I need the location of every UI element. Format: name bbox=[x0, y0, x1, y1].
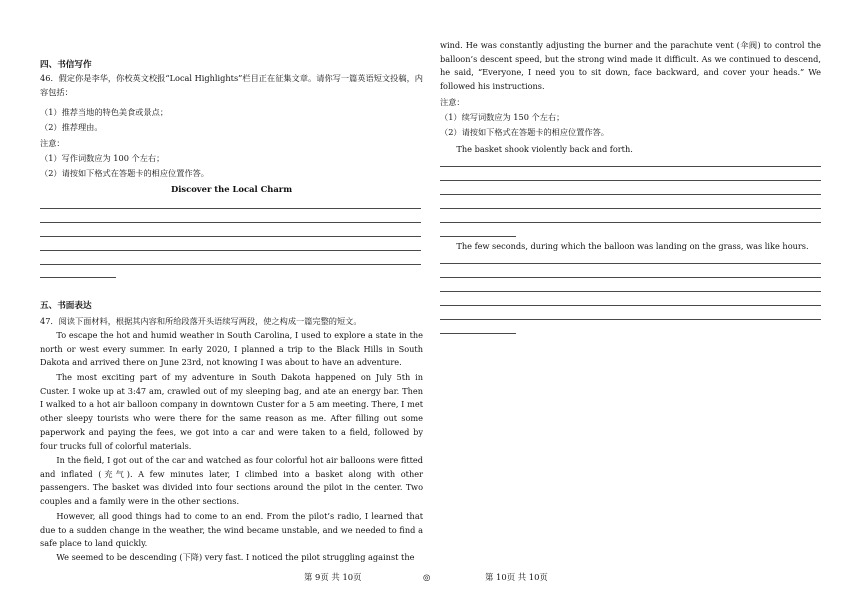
answer-line-short bbox=[40, 277, 116, 278]
q47-note-1: （1）续写词数应为 150 个左右； bbox=[440, 112, 565, 122]
answer-line bbox=[40, 236, 421, 237]
answer-line bbox=[440, 263, 821, 264]
passage-paragraph-3: In the field, I got out of the car and watched as four colorful hot air balloons were fitted and inflated (充气). A few minutes later, I climbed into a basket along with other passengers. The basket was divided into four sections around the pilot in the center. Two couples and a family were in the other sections. bbox=[40, 455, 423, 507]
q46-prompt: 46．假定你是李华，你校英文校报“Local Highlights”栏目正在征集文章。请你写一篇英语短文投稿，内容包括： bbox=[40, 73, 423, 97]
q46-point-2: （2）推荐理由。 bbox=[40, 122, 103, 132]
passage-paragraph-1: To escape the hot and humid weather in South Carolina, I used to explore a state in the north or west every summer. In early 2020, I planned a trip to the Black Hills in South Dakota and arrived there on June 23rd, not knowing I was about to have an adventure. bbox=[40, 330, 423, 368]
answer-line bbox=[440, 277, 821, 278]
answer-line bbox=[40, 264, 421, 265]
q46-essay-title: Discover the Local Charm bbox=[170, 184, 293, 194]
q47-prompt: 47．阅读下面材料，根据其内容和所给段落开头语续写两段，使之构成一篇完整的短文。 bbox=[40, 316, 362, 326]
q46-note-1: （1）写作词数应为 100 个左右； bbox=[40, 153, 165, 163]
q47-note-2: （2）请按如下格式在答题卡的相应位置作答。 bbox=[440, 127, 609, 137]
answer-line bbox=[40, 208, 421, 209]
paragraph-opener-1: The basket shook violently back and forth. bbox=[456, 144, 633, 154]
q46-point-1: （1）推荐当地的特色美食或景点； bbox=[40, 107, 169, 117]
q46-note-2: （2）请按如下格式在答题卡的相应位置作答。 bbox=[40, 168, 209, 178]
answer-line bbox=[40, 250, 421, 251]
answer-line bbox=[40, 222, 421, 223]
passage-continuation: wind. He was constantly adjusting the burner and the parachute vent (伞阀) to control the balloon’s descent speed, but the strong wind made it difficult. As we continued to descend, he said, “Everyone, I need you to sit down, face backward, and cover your heads.” We followed his instructions. bbox=[440, 40, 821, 92]
answer-line bbox=[440, 319, 821, 320]
answer-line bbox=[440, 194, 821, 195]
center-mark: ◎ bbox=[423, 572, 431, 582]
q46-note-label: 注意： bbox=[40, 138, 65, 148]
answer-line bbox=[440, 180, 821, 181]
answer-line bbox=[440, 305, 821, 306]
paragraph-opener-2: The few seconds, during which the balloon was landing on the grass, was like hours. bbox=[456, 241, 809, 251]
answer-line-short bbox=[440, 333, 516, 334]
passage-paragraph-5: We seemed to be descending (下降) very fast. I noticed the pilot struggling against the bbox=[56, 552, 415, 562]
section5-heading: 五、书面表达 bbox=[40, 301, 92, 311]
answer-line bbox=[440, 222, 821, 223]
passage-paragraph-2: The most exciting part of my adventure in South Dakota happened on July 5th in Custer. I woke up at 3:47 am, crawled out of my sleeping bag, and ate an energy bar. Then I walked to a hot air balloon company in downtown Custer for a 5 am meeting. There, I met other sleepy tourists who were there for the same reason as me. After filling out some paperwork and paying the fees, we got into a car and were taken to a field, followed by four trucks full of colorful materials. bbox=[40, 372, 423, 451]
page-number-right: 第 10页 共 10页 bbox=[485, 572, 548, 582]
passage-paragraph-4: However, all good things had to come to an end. From the pilot’s radio, I learned that due to a sudden change in the weather, the wind became unstable, and we needed to find a safe place to land quickly. bbox=[40, 511, 423, 549]
q47-note-label: 注意： bbox=[440, 97, 465, 107]
answer-line bbox=[440, 291, 821, 292]
answer-line bbox=[440, 208, 821, 209]
section4-heading: 四、书信写作 bbox=[40, 60, 92, 70]
page-number-left: 第 9页 共 10页 bbox=[304, 572, 362, 582]
answer-line-short bbox=[440, 236, 516, 237]
answer-line bbox=[440, 166, 821, 167]
